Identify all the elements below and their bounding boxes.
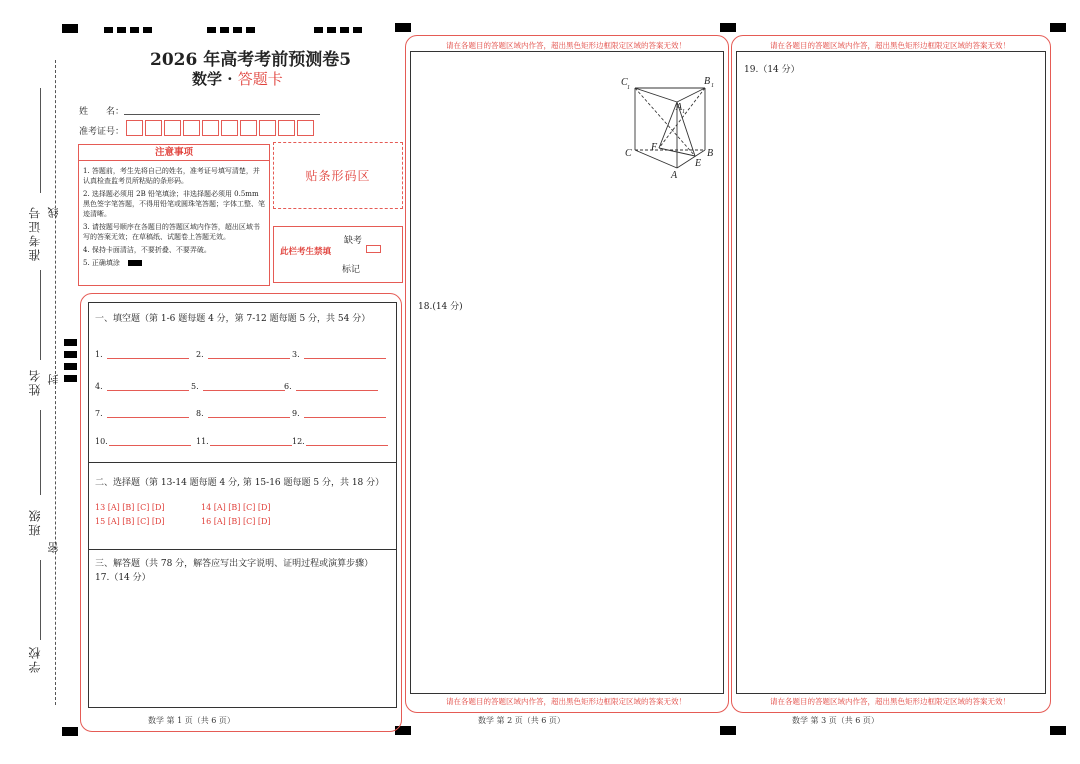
blank-label: 9.	[292, 409, 300, 418]
page3-warning-top: 请在各题目的答题区域内作答，超出黑色矩形边框限定区域的答案无效！	[770, 41, 1010, 50]
section-divider	[88, 549, 396, 550]
notice-box	[78, 144, 270, 286]
page-title: 2026 年高考考前预测卷5	[150, 50, 352, 70]
position-mark	[246, 27, 255, 33]
absent-warning: 此栏考生禁填	[280, 247, 332, 257]
label-c1: C	[621, 77, 628, 88]
id-underline	[40, 88, 41, 193]
absent-checkbox[interactable]	[366, 245, 381, 253]
school-underline	[40, 560, 41, 640]
id-cell[interactable]	[164, 120, 181, 136]
id-cell[interactable]	[126, 120, 143, 136]
position-mark	[64, 375, 77, 382]
position-mark	[314, 27, 323, 33]
class-underline	[40, 410, 41, 495]
notice-item-fill	[83, 258, 265, 268]
blank-item[interactable]	[196, 348, 290, 359]
blank-item[interactable]	[292, 348, 386, 359]
notice-item: 2. 选择题必须用 2B 铅笔填涂；非选择题必须用 0.5mm 黑色签字笔答题，不得用铅笔或圆珠笔答题；字体工整、笔迹清晰。	[83, 190, 265, 218]
blank-label: 3.	[292, 350, 300, 359]
page3-answer-area[interactable]	[736, 51, 1046, 694]
position-mark	[64, 351, 77, 358]
blank-label: 11.	[196, 437, 209, 446]
blank-item[interactable]	[95, 380, 189, 391]
edge-b1a1	[677, 88, 705, 102]
position-mark	[327, 27, 336, 33]
prism-figure	[615, 70, 725, 182]
label-b1-sub: 1	[711, 83, 714, 89]
label-f: F	[651, 142, 658, 153]
barcode-label: 贴条形码区	[305, 169, 371, 183]
page1-footer: 数学 第 1 页（共 6 页）	[148, 716, 235, 725]
label-e: E	[695, 158, 702, 169]
subject-line	[192, 68, 283, 89]
blank-item[interactable]	[292, 407, 386, 418]
blank-line[interactable]	[107, 380, 189, 391]
page3-footer: 数学 第 3 页（共 6 页）	[792, 716, 879, 725]
blank-line[interactable]	[107, 407, 189, 418]
blank-item[interactable]	[191, 380, 285, 391]
position-mark	[220, 27, 229, 33]
blank-label: 8.	[196, 409, 204, 418]
section-divider	[88, 462, 396, 463]
subject: 数学	[192, 70, 223, 88]
label-b: B	[707, 148, 714, 159]
position-mark	[395, 23, 411, 32]
choice-row[interactable]: 14 [A] [B] [C] [D]	[201, 503, 271, 512]
side-mark-seal: 封	[47, 372, 60, 385]
notice-item: 3. 请按题号顺序在各题目的答题区域内作答，超出区域书写的答案无效；在草稿纸、试题卷上答题无效。	[83, 223, 260, 241]
notice-item: 5. 正确填涂	[83, 259, 120, 267]
id-cell[interactable]	[202, 120, 219, 136]
position-mark	[62, 24, 78, 33]
barcode-area	[273, 142, 403, 209]
absent-bottom: 标记	[342, 265, 361, 275]
filled-sample	[128, 260, 142, 266]
position-mark	[233, 27, 242, 33]
blank-line[interactable]	[304, 407, 386, 418]
page2-warning-bottom: 请在各题目的答题区域内作答，超出黑色矩形边框限定区域的答案无效！	[446, 697, 686, 706]
blank-line[interactable]	[210, 435, 292, 446]
label-c: C	[625, 148, 632, 159]
position-mark	[62, 727, 78, 736]
id-cell[interactable]	[278, 120, 295, 136]
absent-box	[273, 226, 403, 283]
blank-line[interactable]	[203, 380, 285, 391]
blank-line[interactable]	[306, 435, 388, 446]
q17-label: 17.（14 分）	[95, 573, 151, 583]
label-a: A	[671, 170, 678, 181]
blank-line[interactable]	[109, 435, 191, 446]
position-mark	[720, 23, 736, 32]
label-c1-sub: 1	[627, 85, 630, 91]
name-field[interactable]	[124, 114, 320, 115]
id-cell[interactable]	[297, 120, 314, 136]
position-mark	[207, 27, 216, 33]
blank-label: 5.	[191, 382, 199, 391]
blank-label: 7.	[95, 409, 103, 418]
blank-item[interactable]	[292, 435, 388, 446]
blank-item[interactable]	[284, 380, 378, 391]
blank-item[interactable]	[196, 407, 290, 418]
position-mark	[353, 27, 362, 33]
page2-warning-top: 请在各题目的答题区域内作答，超出黑色矩形边框限定区域的答案无效！	[446, 41, 686, 50]
blank-label: 1.	[95, 350, 103, 359]
position-mark	[1050, 23, 1066, 32]
edge-a1f	[659, 102, 677, 148]
blank-line[interactable]	[296, 380, 378, 391]
blank-line[interactable]	[208, 407, 290, 418]
edge-c1a1	[635, 88, 677, 102]
separator-dot: ·	[227, 70, 233, 88]
blank-item[interactable]	[95, 407, 189, 418]
position-mark	[64, 363, 77, 370]
position-mark	[117, 27, 126, 33]
q18-label: 18.(14 分)	[418, 302, 463, 312]
position-mark	[1050, 726, 1066, 735]
position-mark	[340, 27, 349, 33]
blank-label: 4.	[95, 382, 103, 391]
label-b1: B	[704, 76, 711, 87]
position-mark	[64, 339, 77, 346]
id-cell[interactable]	[183, 120, 200, 136]
blank-line[interactable]	[208, 348, 290, 359]
side-label-class: 班级	[28, 508, 42, 536]
position-mark	[104, 27, 113, 33]
blank-item[interactable]	[95, 348, 189, 359]
section3-title: 三、解答题（共 78 分，解答应写出文字说明、证明过程或演算步骤）	[95, 559, 374, 569]
id-cell[interactable]	[240, 120, 257, 136]
side-label-name: 姓名	[28, 368, 42, 396]
id-cell[interactable]	[259, 120, 276, 136]
blank-line[interactable]	[107, 348, 189, 359]
position-mark	[130, 27, 139, 33]
notice-item: 1. 答题前，考生先将自己的姓名，准考证号填写清楚，并认真检查监考员所粘贴的条形码。	[83, 167, 260, 185]
blank-label: 2.	[196, 350, 204, 359]
label-a1-sub: 1	[682, 109, 685, 115]
blank-item[interactable]	[95, 435, 191, 446]
choice-row[interactable]: 15 [A] [B] [C] [D]	[95, 517, 165, 526]
notice-title: 注意事项	[79, 145, 269, 161]
card-label: 答题卡	[237, 70, 283, 88]
id-cells[interactable]	[126, 120, 316, 140]
position-mark	[143, 27, 152, 33]
blank-item[interactable]	[196, 435, 292, 446]
section1-title: 一、填空题（第 1-6 题每题 4 分，第 7-12 题每题 5 分，共 54 分）	[95, 314, 371, 324]
blank-line[interactable]	[304, 348, 386, 359]
blank-label: 12.	[292, 437, 305, 446]
side-label-school: 学校	[28, 645, 42, 673]
q19-label: 19.（14 分）	[744, 65, 800, 75]
label-a1: A	[676, 102, 683, 113]
page2-footer: 数学 第 2 页（共 6 页）	[478, 716, 565, 725]
side-label-id: 准考证号	[28, 205, 42, 261]
id-cell[interactable]	[145, 120, 162, 136]
side-mark-line: 线	[47, 205, 60, 218]
id-cell[interactable]	[221, 120, 238, 136]
side-mark-dense: 密	[47, 540, 60, 553]
blank-label: 6.	[284, 382, 292, 391]
name-label: 姓 名：	[79, 107, 125, 117]
position-mark	[720, 726, 736, 735]
page3-warning-bottom: 请在各题目的答题区域内作答，超出黑色矩形边框限定区域的答案无效！	[770, 697, 1010, 706]
choice-row[interactable]: 13 [A] [B] [C] [D]	[95, 503, 165, 512]
absent-top: 缺考	[344, 236, 363, 246]
notice-item: 4. 保持卡面清洁，不要折叠、不要弄破。	[83, 246, 211, 254]
section2-title: 二、选择题（第 13-14 题每题 4 分, 第 15-16 题每题 5 分，共 18 分）	[95, 478, 385, 488]
id-label: 准考证号：	[79, 127, 125, 137]
name-underline	[40, 270, 41, 360]
blank-label: 10.	[95, 437, 108, 446]
choice-row[interactable]: 16 [A] [B] [C] [D]	[201, 517, 271, 526]
